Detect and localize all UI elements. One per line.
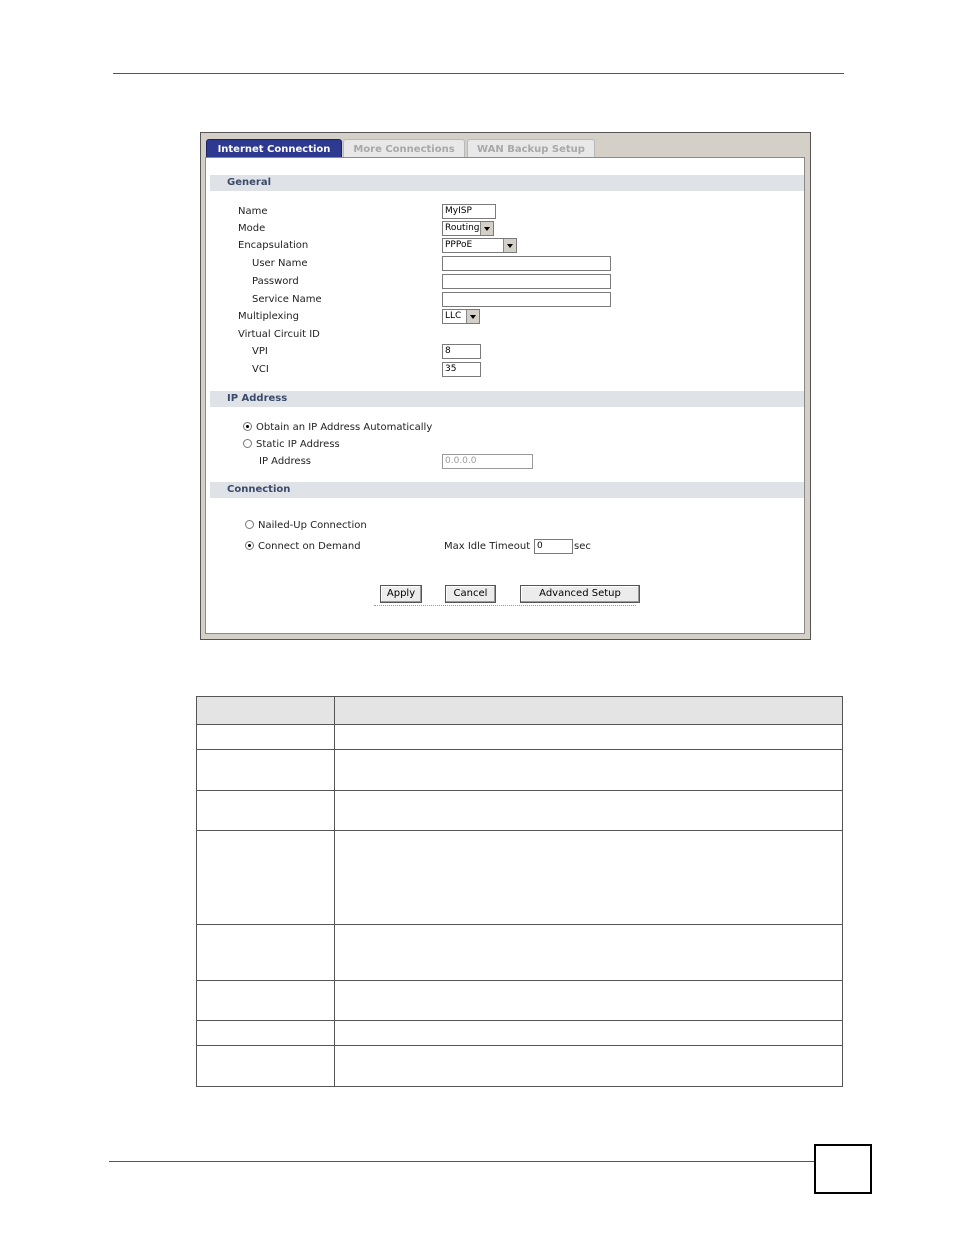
tab-wan-backup-setup[interactable]: WAN Backup Setup (467, 139, 595, 159)
section-ip-address: IP Address (210, 391, 804, 407)
screenshot-window (200, 132, 811, 640)
table-row (197, 750, 843, 791)
table-row (197, 925, 843, 981)
user-name-input[interactable] (442, 256, 611, 271)
static-ip-radio[interactable] (243, 439, 252, 448)
button-divider (374, 605, 636, 606)
connect-on-demand-label: Connect on Demand (258, 541, 361, 552)
password-label: Password (252, 276, 299, 287)
footer-rule (109, 1161, 814, 1162)
chevron-down-icon (480, 222, 493, 235)
password-input[interactable] (442, 274, 611, 289)
section-general: General (210, 175, 804, 191)
vpi-input[interactable]: 8 (442, 344, 481, 359)
table-row (197, 725, 843, 750)
table-row (197, 1046, 843, 1087)
encapsulation-label: Encapsulation (238, 240, 309, 251)
static-ip-label: Static IP Address (256, 439, 340, 450)
cancel-button[interactable]: Cancel (445, 585, 496, 603)
advanced-setup-button[interactable]: Advanced Setup (520, 585, 640, 603)
multiplexing-label: Multiplexing (238, 311, 299, 322)
encapsulation-select[interactable] (442, 238, 517, 253)
multiplexing-select[interactable] (442, 309, 480, 324)
panel (205, 157, 805, 634)
nailed-up-label: Nailed-Up Connection (258, 520, 367, 531)
mode-value: Routing (445, 223, 480, 233)
chevron-down-icon (503, 239, 516, 252)
table-row (197, 831, 843, 925)
table-row (197, 1021, 843, 1046)
header-rule (113, 73, 844, 74)
apply-button[interactable]: Apply (380, 585, 422, 603)
name-label: Name (238, 206, 268, 217)
vcid-label: Virtual Circuit ID (238, 329, 320, 340)
vci-input[interactable]: 35 (442, 362, 481, 377)
ip-address-input[interactable]: 0.0.0.0 (442, 454, 533, 469)
obtain-auto-label: Obtain an IP Address Automatically (256, 422, 433, 433)
vci-label: VCI (252, 364, 269, 375)
max-idle-timeout-label: Max Idle Timeout (444, 541, 531, 552)
user-name-label: User Name (252, 258, 308, 269)
multiplexing-value: LLC (445, 311, 462, 321)
service-name-label: Service Name (252, 294, 322, 305)
chevron-down-icon (466, 310, 479, 323)
service-name-input[interactable] (442, 292, 611, 307)
connect-on-demand-radio[interactable] (245, 541, 254, 550)
obtain-auto-radio[interactable] (243, 422, 252, 431)
nailed-up-radio[interactable] (245, 520, 254, 529)
page-number-box (814, 1144, 872, 1194)
table-row (197, 791, 843, 831)
mode-label: Mode (238, 223, 266, 234)
name-input[interactable]: MyISP (442, 204, 496, 219)
mode-select[interactable] (442, 221, 494, 236)
description-table (196, 696, 843, 1087)
max-idle-timeout-input[interactable]: 0 (534, 539, 573, 554)
idle-unit-label: sec (574, 541, 591, 552)
tab-internet-connection[interactable]: Internet Connection (206, 139, 342, 159)
table-header-row (197, 697, 843, 725)
section-connection: Connection (210, 482, 804, 498)
encapsulation-value: PPPoE (445, 240, 473, 250)
vpi-label: VPI (252, 346, 268, 357)
ip-address-label: IP Address (259, 456, 311, 467)
tab-more-connections[interactable]: More Connections (343, 139, 465, 159)
table-row (197, 981, 843, 1021)
